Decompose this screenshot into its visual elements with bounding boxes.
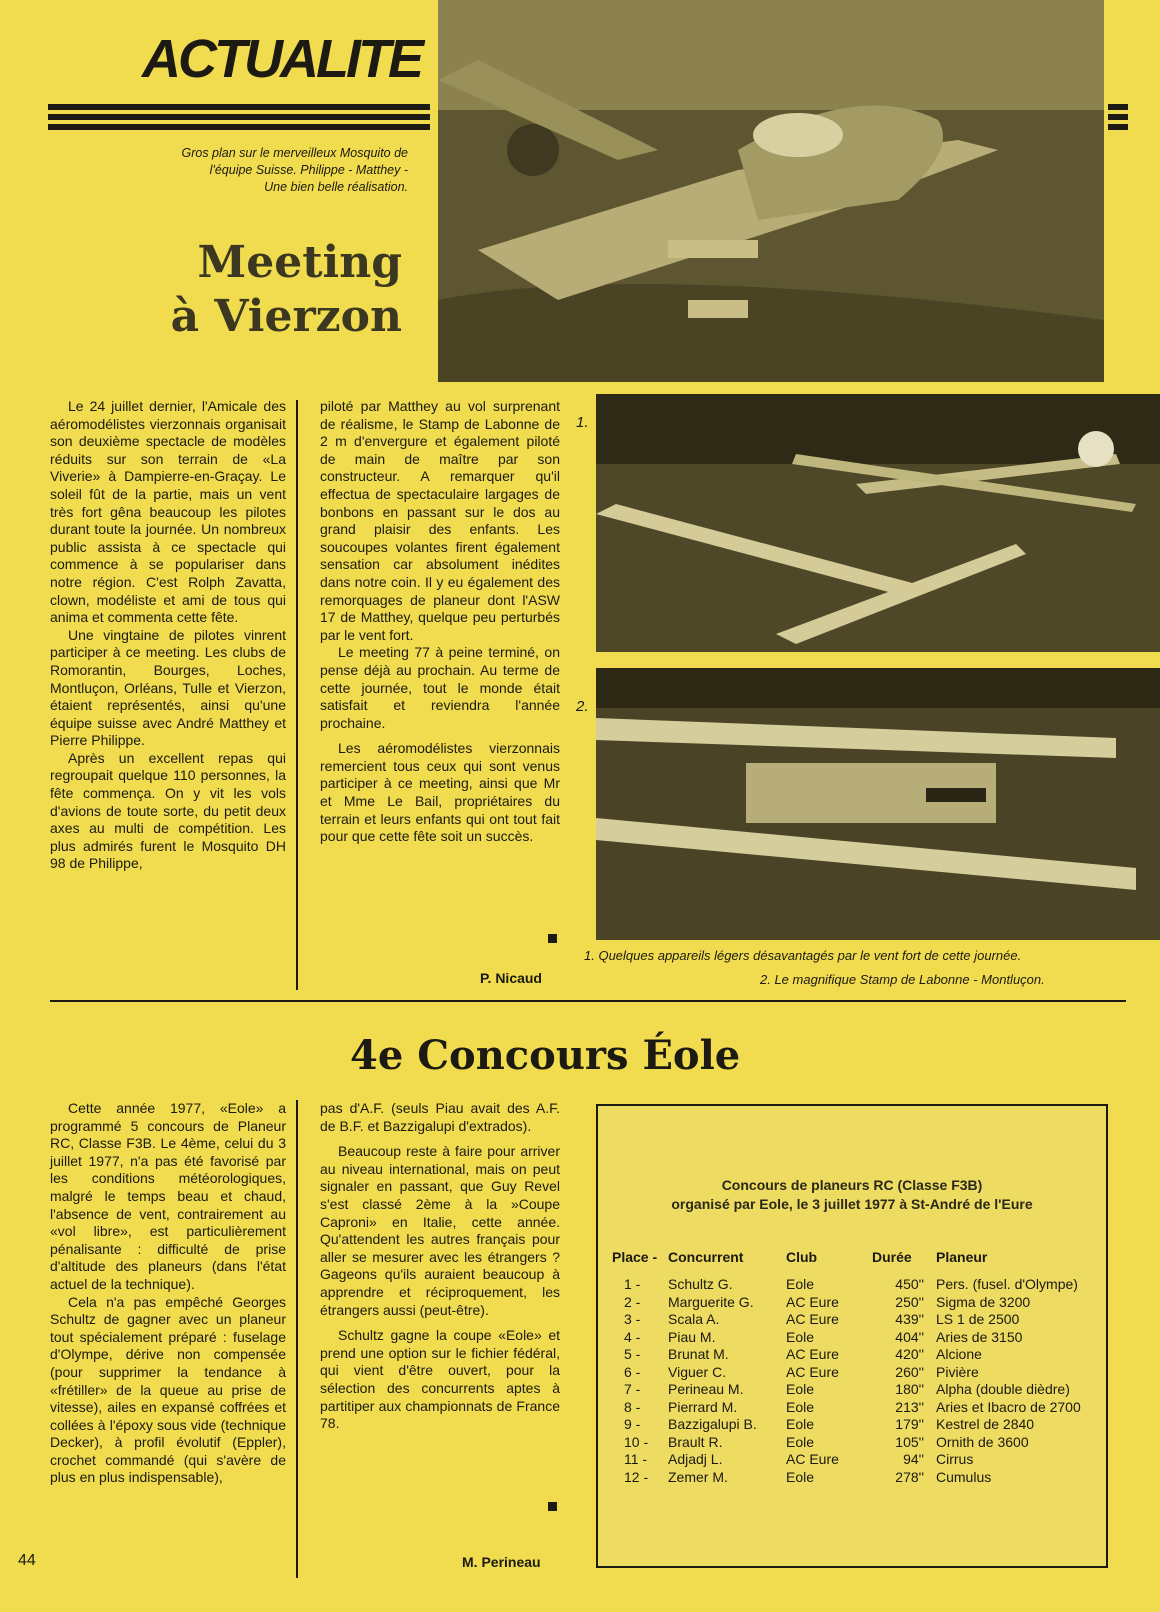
- results-title-line: organisé par Eole, le 3 juillet 1977 à St-André de l'Eure: [671, 1196, 1033, 1212]
- table-cell: AC Eure: [786, 1311, 839, 1327]
- page-number: 44: [18, 1552, 36, 1569]
- header-rule: [48, 124, 430, 130]
- article2-col2: [320, 1100, 560, 1433]
- column-divider: [296, 1100, 298, 1578]
- table-cell: 179'': [895, 1416, 924, 1432]
- header-rule: [48, 104, 430, 110]
- article-title-line: à Vierzon: [170, 291, 402, 342]
- table-cell: 105'': [895, 1433, 924, 1450]
- author: M. Perineau: [462, 1554, 541, 1570]
- table-row: [612, 1399, 1081, 1417]
- paragraph: Beaucoup reste à faire pour arriver au niveau international, mais on peut signaler en passant, que Guy Revel s'est classé 2ème à la »Coupe Caproni» en Italie, cette année. Qu'attendent les autres français pour aller se mesurer avec les étrangers ? Gageons qu'ils auraient beaucoup à apprendre et réciproquement, les étrangers aussi (peut-être).: [320, 1143, 560, 1318]
- table-row: [612, 1469, 1081, 1487]
- end-mark-icon: [548, 1502, 557, 1511]
- table-cell: 213'': [895, 1398, 924, 1415]
- table-cell: Pers. (fusel. d'Olympe): [936, 1276, 1078, 1292]
- table-row: [612, 1381, 1081, 1399]
- table-cell: Alcione: [936, 1346, 982, 1362]
- table-cell: Eole: [786, 1381, 815, 1397]
- table-cell: 5 -: [624, 1346, 641, 1362]
- article-title: [100, 236, 402, 344]
- table-cell: 180'': [895, 1381, 924, 1397]
- table-cell: 6 -: [624, 1363, 641, 1380]
- table-cell: Brault R.: [668, 1433, 723, 1450]
- table-cell: Cumulus: [936, 1468, 992, 1485]
- table-row: [612, 1329, 1081, 1347]
- table-cell: Eole: [786, 1276, 815, 1292]
- paragraph: Une vingtaine de pilotes vinrent participer à ce meeting. Les clubs de Romorantin, Bourges, Loches, Montluçon, Orléans, Tulle et Vierzon, étaient représentés, ainsi qu'une équipe suisse avec André Matthey et Pierre Philippe.: [50, 626, 286, 749]
- table-cell: Aries et Ibacro de 2700: [936, 1398, 1081, 1415]
- table-cell: Eole: [786, 1328, 815, 1345]
- header-rule-right: [1108, 104, 1128, 110]
- section-divider: [50, 1000, 1126, 1002]
- table-row: [612, 1451, 1081, 1469]
- photo-caption-line: l'équipe Suisse. Philippe - Matthey -: [209, 163, 408, 177]
- table-cell: 450'': [895, 1276, 924, 1292]
- article1-col2: [320, 398, 560, 846]
- table-cell: Bazzigalupi B.: [668, 1416, 757, 1432]
- results-title-line: Concours de planeurs RC (Classe F3B): [721, 1177, 983, 1193]
- table-cell: Kestrel de 2840: [936, 1416, 1035, 1432]
- figure-caption: 1. Quelques appareils légers désavantagés par le vent fort de cette journée.: [584, 948, 1022, 963]
- paragraph: Le 24 juillet dernier, l'Amicale des aéromodélistes vierzonnais organisait son deuxième spectacle de modèles réduits sur son terrain de «La Viverie» à Dampierre-en-Graçay. Le soleil fût de la partie, mais un vent très fort gêna beaucoup les pilotes durant toute la journée. Un nombreux public assista à ce spectacle qui commence à se populariser dans notre région. C'est Rolph Zavatta, clown, modéliste et ami de tous qui anima et commenta cette fête.: [50, 398, 286, 626]
- author: P. Nicaud: [480, 970, 542, 986]
- table-cell: 7 -: [624, 1381, 641, 1397]
- table-row: [612, 1434, 1081, 1452]
- table-cell: Ornith de 3600: [936, 1433, 1029, 1450]
- paragraph: pas d'A.F. (seuls Piau avait des A.F. de B.F. et Bazzigalupi d'extrados).: [320, 1100, 560, 1134]
- table-cell: 404'': [895, 1328, 924, 1345]
- table-cell: Sigma de 3200: [936, 1293, 1031, 1310]
- table-cell: 420'': [895, 1346, 924, 1362]
- table-cell: 260'': [895, 1363, 924, 1380]
- table-cell: Eole: [786, 1468, 815, 1485]
- table-cell: AC Eure: [786, 1293, 839, 1310]
- table-cell: Brunat M.: [668, 1346, 729, 1362]
- end-mark-icon: [548, 934, 557, 943]
- table-cell: Cirrus: [936, 1451, 974, 1467]
- table-cell: Scala A.: [668, 1311, 720, 1327]
- photo-caption: [48, 145, 408, 196]
- paragraph: Après un excellent repas qui regroupait quelque 110 personnes, la fête commença. On y vit les vols d'avions de toute sorte, du petit deux axes au multi de compétition. Les plus admirés furent le Mosquito DH 98 de Philippe,: [50, 749, 286, 872]
- photo-caption-line: Une bien belle réalisation.: [264, 180, 408, 194]
- column-divider: [296, 400, 298, 990]
- table-cell: AC Eure: [786, 1451, 839, 1467]
- table-row: [612, 1416, 1081, 1434]
- table-cell: 3 -: [624, 1311, 641, 1327]
- column-header: Club: [786, 1249, 818, 1266]
- table-cell: 9 -: [624, 1416, 641, 1432]
- figure-number: 1.: [576, 414, 589, 431]
- table-cell: Alpha (double dièdre): [936, 1381, 1070, 1397]
- paragraph: Le meeting 77 à peine terminé, on pense déjà au prochain. Au terme de cette journée, tout le monde était satisfait et reviendra l'année prochaine.: [320, 644, 560, 731]
- table-cell: 10 -: [624, 1433, 649, 1450]
- column-header: Concurrent: [668, 1249, 744, 1266]
- figure-caption: 2. Le magnifique Stamp de Labonne - Montluçon.: [760, 972, 1045, 987]
- table-cell: 8 -: [624, 1398, 641, 1415]
- table-header-row: [612, 1240, 1081, 1276]
- paragraph: Les aéromodélistes vierzonnais remercient tous ceux qui sont venus participer à ce meeting, ainsi que Mr et Mme Le Bail, propriétaires du terrain et leurs enfants qui ont tout fait pour que cette fête soit un succès.: [320, 740, 560, 845]
- table-cell: Zemer M.: [668, 1468, 728, 1485]
- results-box: [596, 1104, 1108, 1568]
- table-cell: 278'': [895, 1468, 924, 1485]
- table-cell: 11 -: [624, 1451, 648, 1467]
- table-cell: 2 -: [624, 1293, 641, 1310]
- paragraph: Schultz gagne la coupe «Eole» et prend une option sur le fichier fédéral, qui vient d'être ouvert, pour la sélection des concurrents aptes à partitiper aux championnats de France 78.: [320, 1327, 560, 1432]
- biplane-photo: [596, 668, 1160, 940]
- table-row: [612, 1346, 1081, 1364]
- gliders-photo: [596, 394, 1160, 652]
- header-rule-right: [1108, 124, 1128, 130]
- table-row: [612, 1364, 1081, 1382]
- article2-col1: [50, 1100, 286, 1487]
- header-rule: [48, 114, 430, 120]
- section-title: ACTUALITE: [142, 29, 421, 89]
- table-cell: Schultz G.: [668, 1276, 733, 1292]
- table-cell: Piau M.: [668, 1328, 716, 1345]
- article-title-line: Meeting: [197, 237, 402, 288]
- table-row: [612, 1311, 1081, 1329]
- paragraph: Cela n'a pas empêché Georges Schultz de gagner avec un planeur tout spécialement préparé : fuselage d'Olympe, dérive non compensée (pour supprimer la tendance à «frétiller» de la queue au prise de vitesse), ailes en expansé coffrées et collées à l'époxy sous vide (technique Decker), à profil évolutif (Eppler), crochet commandé (qui s'avère de plus en plus indispensable),: [50, 1293, 286, 1486]
- table-cell: 439'': [895, 1311, 924, 1327]
- table-cell: Eole: [786, 1398, 815, 1415]
- header-rule-right: [1108, 114, 1128, 120]
- table-cell: 1 -: [624, 1276, 641, 1292]
- table-cell: Adjadj L.: [668, 1451, 723, 1467]
- results-body: [612, 1276, 1081, 1486]
- mosquito-photo: [438, 0, 1104, 382]
- table-cell: 12 -: [624, 1468, 649, 1485]
- table-cell: 94'': [903, 1451, 924, 1467]
- results-table: [612, 1240, 1081, 1486]
- table-cell: AC Eure: [786, 1346, 839, 1362]
- table-cell: Pivière: [936, 1363, 979, 1380]
- column-header: Place -: [612, 1249, 658, 1266]
- paragraph: Cette année 1977, «Eole» a programmé 5 concours de Planeur RC, Classe F3B. Le 4ème, celui du 3 juillet 1977, n'a pas été favorisé par les conditions météorologiques, malgré le temps beau et chaud, l'absence de vent, contrairement au «vol libre», est particulièrement pénalisante : difficulté de prise d'altitude des planeurs (dans l'état actuel de la technique).: [50, 1100, 286, 1292]
- table-cell: Pierrard M.: [668, 1398, 738, 1415]
- figure-number: 2.: [576, 698, 589, 715]
- photo-caption-line: Gros plan sur le merveilleux Mosquito de: [181, 146, 408, 160]
- table-cell: Marguerite G.: [668, 1293, 754, 1310]
- table-cell: Eole: [786, 1416, 815, 1432]
- table-row: [612, 1294, 1081, 1312]
- table-row: [612, 1276, 1081, 1294]
- table-cell: 4 -: [624, 1328, 641, 1345]
- column-header: Durée: [872, 1249, 912, 1266]
- table-cell: AC Eure: [786, 1363, 839, 1380]
- table-cell: Perineau M.: [668, 1381, 744, 1397]
- article1-col1: [50, 398, 286, 873]
- table-cell: Aries de 3150: [936, 1328, 1023, 1345]
- table-cell: Viguer C.: [668, 1363, 727, 1380]
- article2-title: 4e Concours Éole: [350, 1032, 741, 1079]
- column-header: Planeur: [936, 1249, 988, 1266]
- table-cell: 250'': [895, 1293, 924, 1310]
- results-title: [598, 1176, 1106, 1214]
- table-cell: LS 1 de 2500: [936, 1311, 1020, 1327]
- table-cell: Eole: [786, 1433, 815, 1450]
- paragraph: piloté par Matthey au vol surprenant de réalisme, le Stamp de Labonne de 2 m d'envergure et également piloté de main de maître par son constructeur. A remarquer qu'il effectua de spectaculaire largages de bonbons en passant sur le dos au grand plaisir des enfants. Les soucoupes volantes firent également sensation car absolument inédites dans notre coin. Il y eu également des remorquages de planeur dont l'ASW 17 de Matthey, quelque peu perturbés par le vent fort.: [320, 398, 560, 643]
